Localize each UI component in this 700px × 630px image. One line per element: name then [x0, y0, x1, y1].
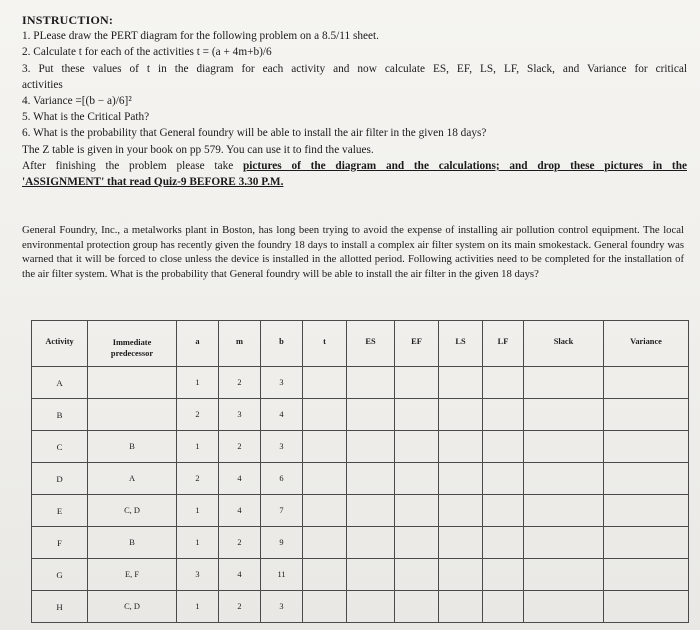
cell-t [303, 431, 347, 463]
header-ef: EF [395, 321, 439, 367]
cell-variance [604, 399, 689, 431]
header-a: a [177, 321, 219, 367]
cell-ls [439, 367, 483, 399]
cell-m: 2 [219, 367, 261, 399]
cell-activity: F [32, 527, 88, 559]
problem-statement [22, 223, 684, 281]
cell-activity: B [32, 399, 88, 431]
instruction-after-link: pictures of the diagram and the calculations; and drop these pictures in the [243, 159, 687, 172]
header-variance: Variance [604, 321, 689, 367]
cell-variance [604, 591, 689, 623]
cell-t [303, 591, 347, 623]
instruction-item-3: 3. Put these values of t in the diagram for each activity and now calculate ES, EF, LS, LF, Slack, and Variance for critical [22, 62, 687, 75]
cell-ef [395, 591, 439, 623]
cell-a: 1 [177, 367, 219, 399]
cell-a: 3 [177, 559, 219, 591]
header-t: t [303, 321, 347, 367]
cell-a: 2 [177, 399, 219, 431]
cell-slack [524, 399, 604, 431]
instruction-block [22, 12, 687, 190]
cell-ls [439, 527, 483, 559]
assignment-link[interactable]: 'ASSIGNMENT' that read Quiz-9 BEFORE 3.30 P.M. [22, 176, 284, 189]
cell-activity: E [32, 495, 88, 527]
cell-predecessor [88, 399, 177, 431]
instruction-item-6: 6. What is the probability that General foundry will be able to install the air filter in the given 18 days? [22, 127, 487, 140]
cell-a: 2 [177, 463, 219, 495]
problem-text: General Foundry, Inc., a metalworks plant in Boston, has long been trying to avoid the expense of installing air pollution control equipment. The local environmental protection group has recently given the foundry 18 days to install a complex air filter system on its main smokestack. General foundry was warned that it will be forced to close unless the device is installed in the allotted period. Following activities need to be completed for the installation of the air filter system. What is the probability that General foundry will be able to install the air filter in the given 18 days? [22, 224, 684, 280]
cell-variance [604, 463, 689, 495]
cell-ef [395, 399, 439, 431]
header-predecessor [88, 321, 177, 367]
cell-variance [604, 431, 689, 463]
header-b: b [261, 321, 303, 367]
instruction-assignment [22, 174, 687, 190]
cell-b: 3 [261, 431, 303, 463]
cell-predecessor: E, F [88, 559, 177, 591]
cell-ls [439, 591, 483, 623]
cell-m: 4 [219, 559, 261, 591]
cell-b: 11 [261, 559, 303, 591]
cell-lf [483, 591, 524, 623]
cell-slack [524, 367, 604, 399]
instruction-after [22, 158, 687, 174]
table-row [32, 367, 689, 399]
cell-activity: A [32, 367, 88, 399]
cell-m: 2 [219, 431, 261, 463]
cell-lf [483, 495, 524, 527]
cell-activity: G [32, 559, 88, 591]
cell-activity: D [32, 463, 88, 495]
cell-ef [395, 559, 439, 591]
cell-t [303, 495, 347, 527]
table-row [32, 463, 689, 495]
cell-activity: H [32, 591, 88, 623]
cell-m: 3 [219, 399, 261, 431]
cell-ef [395, 495, 439, 527]
cell-lf [483, 367, 524, 399]
cell-es [347, 463, 395, 495]
cell-ls [439, 495, 483, 527]
cell-activity: C [32, 431, 88, 463]
cell-m: 4 [219, 463, 261, 495]
cell-b: 4 [261, 399, 303, 431]
table-row [32, 399, 689, 431]
instruction-item-3-cont: activities [22, 78, 63, 91]
cell-a: 1 [177, 591, 219, 623]
cell-a: 1 [177, 431, 219, 463]
header-m: m [219, 321, 261, 367]
cell-variance [604, 367, 689, 399]
cell-es [347, 559, 395, 591]
cell-slack [524, 463, 604, 495]
cell-lf [483, 559, 524, 591]
cell-predecessor: B [88, 431, 177, 463]
cell-b: 9 [261, 527, 303, 559]
cell-m: 4 [219, 495, 261, 527]
table-row [32, 527, 689, 559]
cell-m: 2 [219, 591, 261, 623]
instruction-item-4: 4. Variance =[(b − a)/6]² [22, 95, 132, 108]
cell-ef [395, 463, 439, 495]
header-predecessor-line1: Immediate [112, 338, 152, 347]
cell-ef [395, 527, 439, 559]
pert-table [31, 320, 689, 623]
header-activity: Activity [32, 321, 88, 367]
cell-m: 2 [219, 527, 261, 559]
cell-ls [439, 559, 483, 591]
instruction-item-2: 2. Calculate t for each of the activities t = (a + 4m+b)/6 [22, 46, 272, 59]
table-row [32, 495, 689, 527]
cell-lf [483, 527, 524, 559]
header-ls: LS [439, 321, 483, 367]
cell-ef [395, 431, 439, 463]
cell-lf [483, 431, 524, 463]
table-row [32, 559, 689, 591]
cell-lf [483, 399, 524, 431]
cell-t [303, 559, 347, 591]
table-row [32, 431, 689, 463]
cell-t [303, 463, 347, 495]
cell-t [303, 399, 347, 431]
cell-ls [439, 399, 483, 431]
cell-ls [439, 463, 483, 495]
cell-es [347, 399, 395, 431]
cell-slack [524, 591, 604, 623]
cell-variance [604, 527, 689, 559]
cell-lf [483, 463, 524, 495]
cell-b: 6 [261, 463, 303, 495]
cell-es [347, 527, 395, 559]
cell-variance [604, 559, 689, 591]
cell-predecessor: C, D [88, 591, 177, 623]
cell-slack [524, 559, 604, 591]
cell-predecessor: A [88, 463, 177, 495]
cell-es [347, 591, 395, 623]
table-row [32, 591, 689, 623]
pert-table-container [31, 320, 688, 618]
header-lf: LF [483, 321, 524, 367]
instruction-heading: INSTRUCTION: [22, 13, 114, 27]
cell-t [303, 527, 347, 559]
cell-a: 1 [177, 527, 219, 559]
instruction-after-prefix: After finishing the problem please take [22, 159, 234, 172]
cell-b: 3 [261, 367, 303, 399]
cell-ls [439, 431, 483, 463]
cell-es [347, 431, 395, 463]
cell-slack [524, 431, 604, 463]
instruction-item-1: 1. PLease draw the PERT diagram for the following problem on a 8.5/11 sheet. [22, 30, 379, 43]
cell-predecessor: C, D [88, 495, 177, 527]
header-es: ES [347, 321, 395, 367]
cell-t [303, 367, 347, 399]
instruction-ztable: The Z table is given in your book on pp 579. You can use it to find the values. [22, 143, 374, 156]
cell-slack [524, 495, 604, 527]
cell-b: 7 [261, 495, 303, 527]
table-header-row [32, 321, 689, 367]
header-predecessor-line2: predecessor [110, 349, 154, 358]
cell-ef [395, 367, 439, 399]
cell-predecessor [88, 367, 177, 399]
header-slack: Slack [524, 321, 604, 367]
instruction-item-5: 5. What is the Critical Path? [22, 111, 150, 124]
cell-predecessor: B [88, 527, 177, 559]
cell-variance [604, 495, 689, 527]
cell-a: 1 [177, 495, 219, 527]
cell-b: 3 [261, 591, 303, 623]
cell-es [347, 495, 395, 527]
cell-es [347, 367, 395, 399]
cell-slack [524, 527, 604, 559]
